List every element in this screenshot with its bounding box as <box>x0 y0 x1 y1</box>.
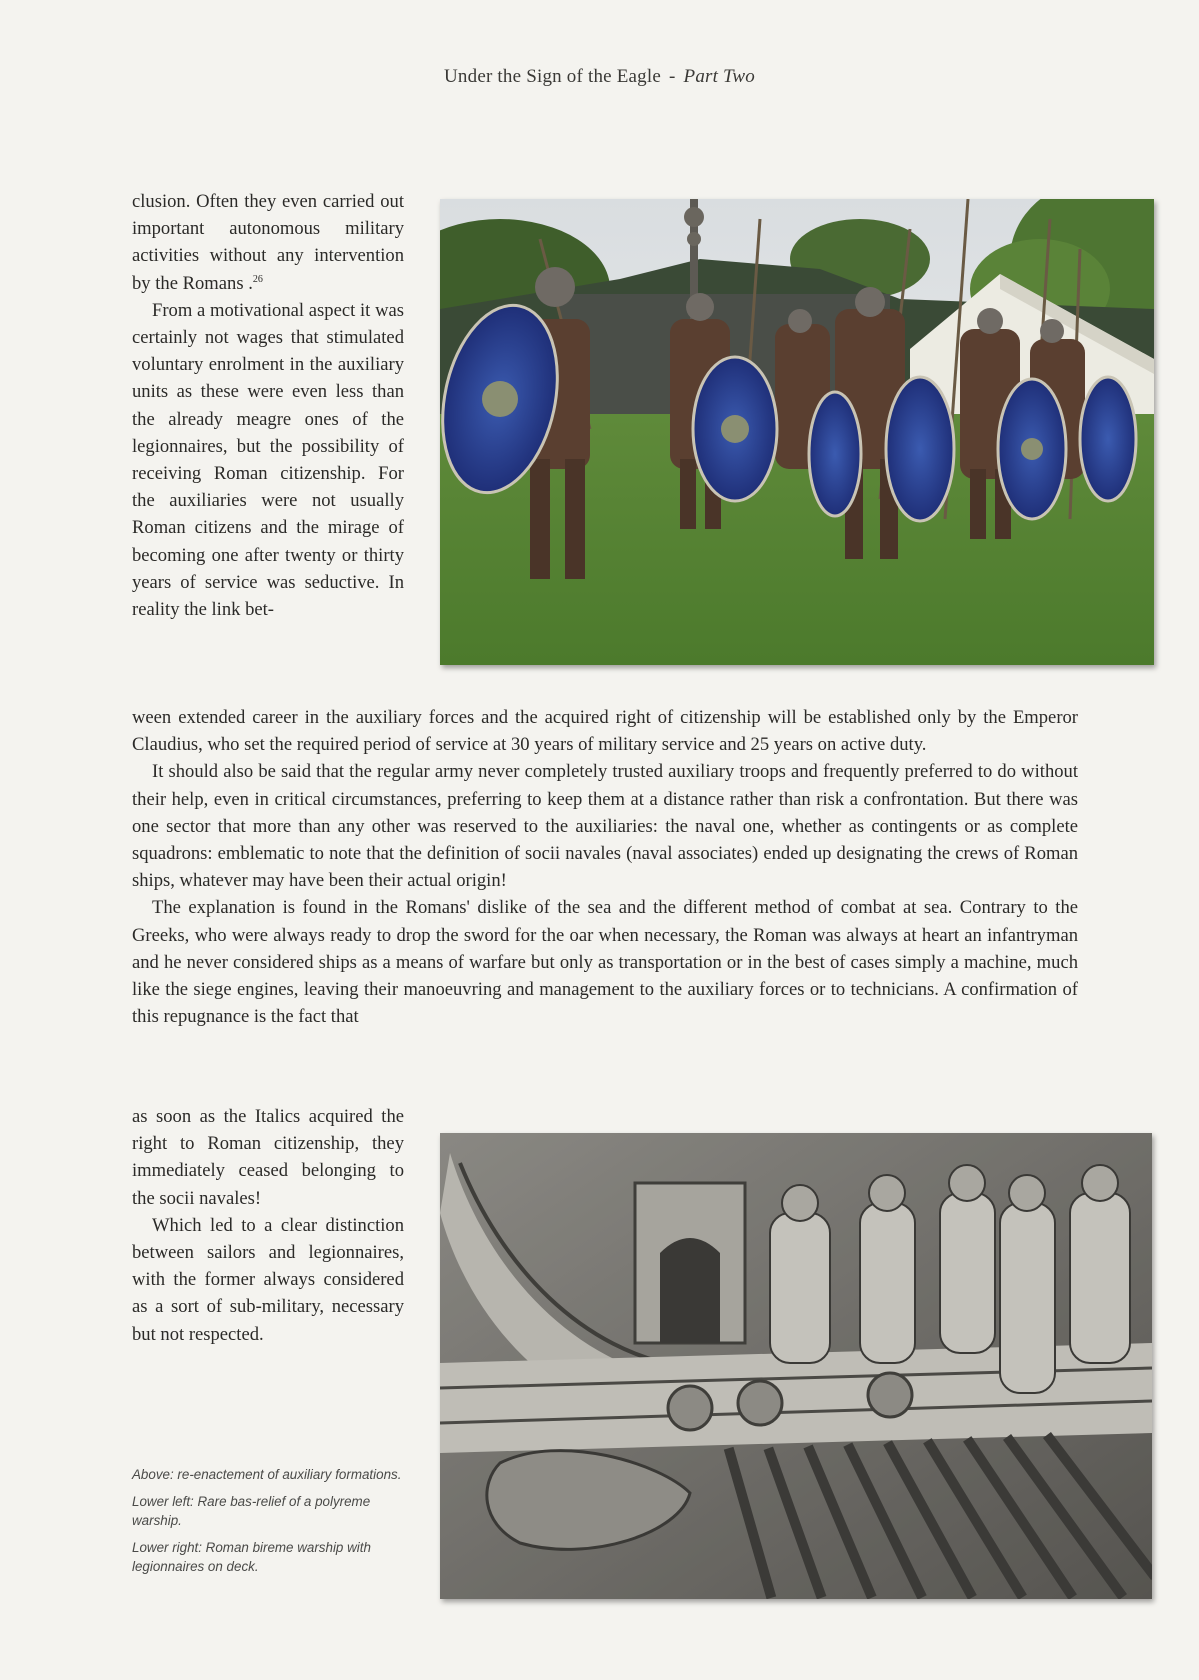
reenactment-photo-image <box>440 199 1154 665</box>
running-header <box>0 66 1199 88</box>
caption-lower-right: Lower right: Roman bireme warship with legionnaires on deck. <box>132 1540 371 1574</box>
bireme-relief-photo <box>440 1133 1152 1599</box>
reenactment-photo <box>440 199 1154 665</box>
header-separator: - <box>668 66 676 87</box>
paragraph-3: It should also be said that the regular army never completely trusted auxiliary troops and frequently preferred to do without their help, even in critical circumstances, preferring to keep them at a distance rather than risk a confrontation. But there was one sector that more than any other was reserved to the auxiliaries: the naval one, whether as contingents or as complete squadrons: emblematic to note that the definition of socii navales (naval associates) ended up designating the crews of Roman ships, whatever may have been their actual origin! <box>132 761 1078 892</box>
bireme-relief-image <box>440 1133 1152 1599</box>
paragraph-4: The explanation is found in the Romans' dislike of the sea and the different method of combat at sea. Contrary to the Greeks, who were always ready to drop the sword for the oar when necessary, the Roman was always at heart an infantryman and he never considered ships as a means of warfare but only as transportation or in the best of cases simply a machine, much like the siege engines, leaving their manoeuvring and management to the auxiliary forces or to technicians. A confirmation of this repugnance is the fact that <box>132 897 1078 1028</box>
text-full-width <box>132 704 1078 1030</box>
photo-captions <box>132 1465 408 1584</box>
text-column-lower <box>132 1103 404 1348</box>
text-column-top <box>132 188 404 623</box>
part-label: Part Two <box>683 66 755 87</box>
paragraph-2-continued: ween extended career in the auxiliary forces and the acquired right of citizenship will be established only by the Emperor Claudius, who set the required period of service at 30 years of military service and 25 years on active duty. <box>132 707 1078 756</box>
paragraph-1-text: clusion. Often they even carried out important autonomous military activities without any intervention by the Romans . <box>132 191 404 294</box>
paragraph-1-start <box>132 188 404 297</box>
paragraph-5: Which led to a clear distinction between sailors and legionnaires, with the former always considered as a sort of sub-military, necessary but not respected. <box>132 1214 404 1345</box>
caption-above: Above: re-enactement of auxiliary formations. <box>132 1467 402 1482</box>
caption-lower-left: Lower left: Rare bas-relief of a polyreme warship. <box>132 1494 371 1528</box>
paragraph-2-start: From a motivational aspect it was certainly not wages that stimulated voluntary enrolment in the auxiliary units as these were even less than the already meagre ones of the legionnaires, but the possibility of receiving Roman citizenship. For the auxiliaries were not usually Roman citizens and the mirage of becoming one after twenty or thirty years of service was seductive. In reality the link bet- <box>132 299 404 621</box>
footnote-marker: 26 <box>252 273 263 285</box>
paragraph-4-continued: as soon as the Italics acquired the right to Roman citizenship, they immediately ceased belonging to the socii navales! <box>132 1106 404 1209</box>
book-title: Under the Sign of the Eagle <box>444 66 661 87</box>
